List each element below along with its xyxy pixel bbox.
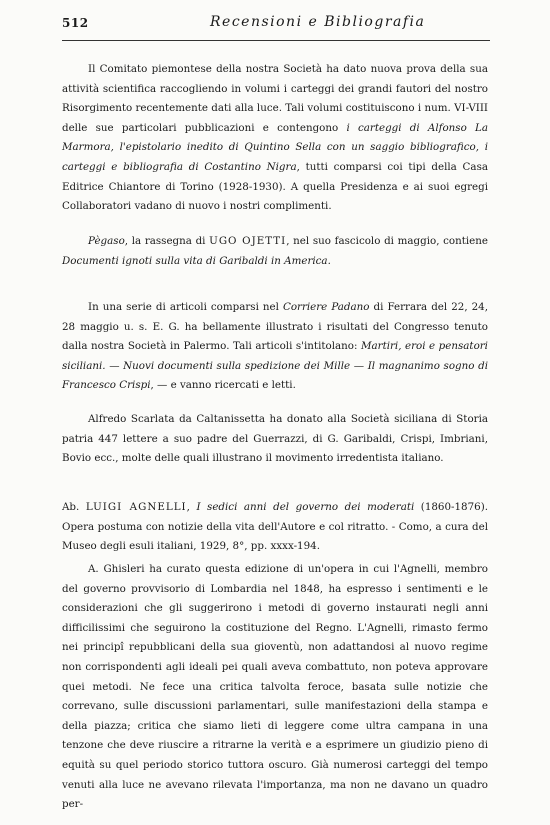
review-body xyxy=(62,560,488,815)
paragraph-text: Alfredo Scarlata da Caltanissetta ha donato alla Società siciliana di Storia patria 447 lettere a suo padre del Guerrazzi, di G. Garibaldi, Crispi, Imbriani, Bovio ecc., molte delle quali illustrano il movimento irredentista italiano. xyxy=(62,413,488,465)
article-title: Documenti ignoti sulla vita di Garibaldi in America xyxy=(62,254,328,267)
paragraph-text: , nel suo fascicolo di maggio, contiene xyxy=(286,235,488,247)
page-header xyxy=(62,14,490,38)
paragraph-text: , — e vanno ricercati e letti. xyxy=(150,379,296,392)
journal-title: Pègaso xyxy=(88,235,125,247)
paragraph-pegaso xyxy=(62,232,488,271)
paragraph-text: , xyxy=(186,501,197,513)
article-titles: Martiri, eroi e pensatori siciliani. — Nuovi documenti sulla spedizione dei Mille — Il magnanimo sogno di Francesco Crispi xyxy=(62,340,488,392)
newspaper-title: Corriere Padano xyxy=(282,301,370,313)
page-number: 512 xyxy=(62,16,89,30)
paragraph-scarlata xyxy=(62,410,488,469)
paragraph-text: , tutti comparsi coi tipi della Casa Editrice Chiantore di Torino (1928-1930). A quella Presidenza e ai suoi egregi Collaboratori vadano di nuovo i nostri complimenti. xyxy=(62,160,488,213)
running-title: Recensioni e Bibliografia xyxy=(210,14,426,30)
review-entry-heading xyxy=(62,498,488,557)
paragraph-text: . xyxy=(327,254,331,267)
paragraph-text: (1860-1876). Opera postuma con notizie della vita dell'Autore e col ritratto. - Como, a cura del Museo degli esuli italiani, 1929, 8°, pp. xxxx-194. xyxy=(62,501,488,553)
author-name: UGO OJETTI xyxy=(209,235,287,247)
paragraph-text: di Ferrara del 22, 24, 28 maggio u. s. E. G. ha bellamente illustrato i risultati del Congresso tenuto dalla nostra Società in Palermo. Tali articoli s'intitolano: xyxy=(62,301,488,353)
author-name: LUIGI AGNELLI xyxy=(85,501,187,513)
book-title: I sedici anni del governo dei moderati xyxy=(196,501,415,513)
italic-titles: i carteggi di Alfonso La Marmora, l'epistolario inedito di Quintino Sella con un saggio bibliografico, i carteggi e bibliografia di Costantino Nigra xyxy=(62,121,488,173)
paragraph-corriere-padano xyxy=(62,298,488,396)
paragraph-text: Ab. xyxy=(62,501,86,513)
paragraph-comitato-piemontese xyxy=(62,60,488,217)
paragraph-text: A. Ghisleri ha curato questa edizione di un'opera in cui l'Agnelli, membro del governo provvisorio di Lombardia nel 1848, ha espresso i sentimenti e le considerazioni che gli suggerirono i metodi di governo instaurati negli anni difficilissimi che seguirono la costituzione del Regno. L'Agnelli, rimasto fermo nei principî repubblicani della sua gioventù, non adattandosi al nuovo regime non corrispondenti agli ideali pei quali aveva combattuto, non poteva approvare quei metodi. Ne fece una critica talvolta feroce, basata sulle notizie che correvano, sulle discussioni parlamentari, sulle manifestazioni della stampa e della piazza; critica che siamo lieti di leggere come ultra campana in una tenzone che deve riuscire a ritrarne la verità e a esprimere un giudizio pieno di equità su quel periodo storico tuttora oscuro. Già numerosi carteggi del tempo venuti alla luce ne avevano rilevata l'importanza, ma non ne davano un quadro per- xyxy=(62,563,488,811)
paragraph-text: , la rassegna di xyxy=(124,235,210,247)
header-rule xyxy=(62,40,490,41)
paragraph-text: In una serie di articoli comparsi nel xyxy=(88,301,283,313)
paragraph-text: Il Comitato piemontese della nostra Società ha dato nuova prova della sua attività scientifica raccogliendo in volumi i carteggi dei grandi fautori del nostro Risorgimento recentemente dati alla luce. Tali volumi costituiscono i num. VI-VIII delle sue particolari pubblicazioni e contengono xyxy=(62,63,488,134)
